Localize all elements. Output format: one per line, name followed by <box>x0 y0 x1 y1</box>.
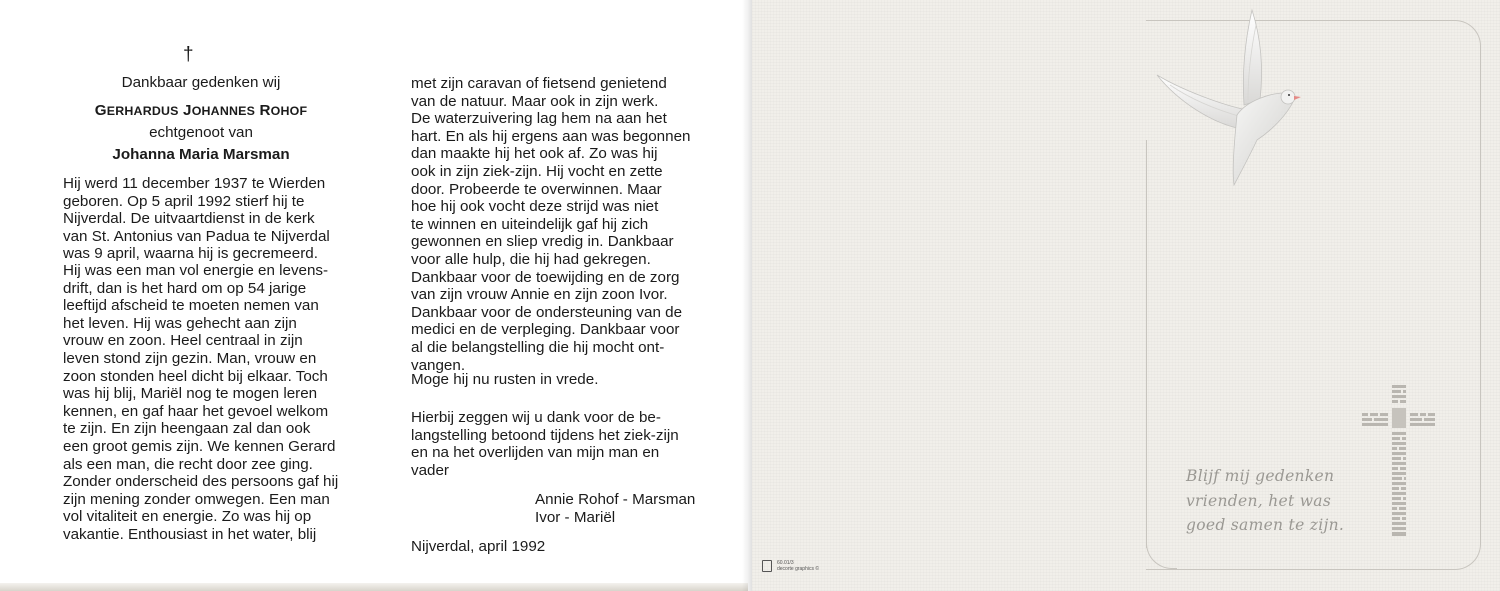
text-line: medici en de verpleging. Dankbaar voor <box>411 321 680 339</box>
text-line: Dankbaar voor de toewijding en de zorg <box>411 268 680 286</box>
column2-paragraph-1 <box>411 75 715 374</box>
cover-frame-left <box>1146 140 1147 548</box>
signature-block <box>535 491 695 526</box>
text-line: zijn mening zonder omwegen. Een man <box>63 490 330 508</box>
text-line: vangen. <box>411 356 466 374</box>
text-line: van zijn vrouw Annie en zijn zoon Ivor. <box>411 286 668 304</box>
text-line: geboren. Op 5 april 1992 stierf hij te <box>63 192 305 210</box>
text-line: door. Probeerde te overwinnen. Maar <box>411 180 662 198</box>
name-initial: J <box>183 102 192 119</box>
text-line: zoon stonden heel dicht bij elkaar. Toch <box>63 367 328 385</box>
name-rest: OHOF <box>270 104 308 118</box>
text-line: vader <box>411 461 449 479</box>
name-part-1 <box>95 102 179 119</box>
biography-paragraph-2 <box>63 262 339 544</box>
deceased-name <box>63 102 339 119</box>
name-part-3 <box>259 102 307 119</box>
signature-line: Annie Rohof - Marsman <box>535 491 696 508</box>
spouse-name: Johanna Maria Marsman <box>112 146 290 163</box>
text-line: Nijverdal. De uitvaartdienst in de kerk <box>63 210 315 228</box>
text-line: vol vitaliteit en energie. Zo was hij op <box>63 508 312 526</box>
thanks-paragraph <box>411 409 715 479</box>
text-line: Dankbaar voor de ondersteuning van de <box>411 303 683 321</box>
intro-line: Dankbaar gedenken wij <box>121 74 281 91</box>
name-initial: G <box>94 102 107 119</box>
text-line: voor alle hulp, die hij had gekregen. <box>411 250 651 268</box>
text-line: leeftijd afscheid te moeten nemen van <box>63 297 319 315</box>
text-line: kennen, en gaf haar het gevoel welkom <box>63 402 329 420</box>
text-line: leven stond zijn gezin. Man, vrouw en <box>63 349 317 367</box>
text-line: met zijn caravan of fietsend genietend <box>411 75 667 92</box>
text-line: ook in zijn ziek-zijn. Hij vocht en zette <box>411 162 663 180</box>
text-line: te winnen en uiteindelijk gaf hij zich <box>411 215 649 233</box>
text-line: al die belangstelling die hij mocht ont- <box>411 338 665 356</box>
text-line: en na het overlijden van mijn man en <box>411 444 660 462</box>
cover-quote <box>1186 464 1366 538</box>
text-line: was 9 april, waarna hij is gecremeerd. <box>63 245 318 263</box>
cover-page <box>752 0 1500 591</box>
closing-prayer <box>411 371 715 389</box>
quote-line: Blijf mij gedenken <box>1186 467 1335 485</box>
text-page <box>0 0 748 591</box>
text-line: De waterzuivering lag hem na aan het <box>411 110 667 128</box>
text-line: het leven. Hij was gehecht aan zijn <box>63 314 297 332</box>
text-line: gewonnen en sliep vredig in. Dankbaar <box>411 233 674 251</box>
text-line: hart. En als hij ergens aan was begonnen <box>411 127 691 145</box>
text-line: langstelling betoond tijdens het ziek-zijn <box>411 426 679 444</box>
name-part-2 <box>183 102 255 119</box>
text-line: Hij was een man vol energie en levens- <box>63 262 329 279</box>
name-rest: ERHARDUS <box>106 104 179 118</box>
quote-line: goed samen te zijn. <box>1186 516 1345 534</box>
text-line: was hij blij, Mariël nog te mogen leren <box>63 385 318 403</box>
text-line: Hij werd 11 december 1937 te Wierden <box>63 175 326 192</box>
text-line: Moge hij nu rusten in vrede. <box>411 371 599 388</box>
text-line: vakantie. Enthousiast in het water, blij <box>63 525 317 543</box>
mosaic-cross-icon <box>1359 380 1439 540</box>
signature-line: Ivor - Mariël <box>535 508 616 526</box>
text-line: van de natuur. Maar ook in zijn werk. <box>411 92 659 110</box>
cross-symbol: † <box>183 44 194 65</box>
text-line: van St. Antonius van Padua te Nijverdal <box>63 227 330 245</box>
text-line: als een man, die recht door zee ging. <box>63 455 313 473</box>
product-code: 60.01/3 <box>777 560 794 566</box>
place-date <box>411 538 545 556</box>
name-initial: R <box>259 102 271 119</box>
publisher-name: decorte graphics © <box>777 566 820 572</box>
text-line: hoe hij ook vocht deze strijd was niet <box>411 198 659 216</box>
name-rest: OHANNES <box>191 104 256 118</box>
text-line: vrouw en zoon. Heel centraal in zijn <box>63 332 303 350</box>
text-line: Hierbij zeggen wij u dank voor de be- <box>411 409 661 426</box>
text-line: te zijn. En zijn heengaan zal dan ook <box>63 420 311 438</box>
text-line: Nijverdal, april 1992 <box>411 538 546 555</box>
card-bottom-edge <box>0 583 748 591</box>
text-line: een groot gemis zijn. We kennen Gerard <box>63 437 336 455</box>
text-line: Zonder onderscheid des persoons gaf hij <box>63 473 339 491</box>
quote-line: vrienden, het was <box>1186 491 1332 510</box>
publisher-logo-icon <box>762 560 772 572</box>
text-line: dan maakte hij het ook af. Zo was hij <box>411 145 658 163</box>
relation-line: echtgenoot van <box>149 124 253 141</box>
dove-illustration <box>1152 5 1312 195</box>
card-fold <box>742 0 752 591</box>
text-line: drift, dan is het hard om op 54 jarige <box>63 279 307 297</box>
biography-paragraph-1 <box>63 175 339 263</box>
